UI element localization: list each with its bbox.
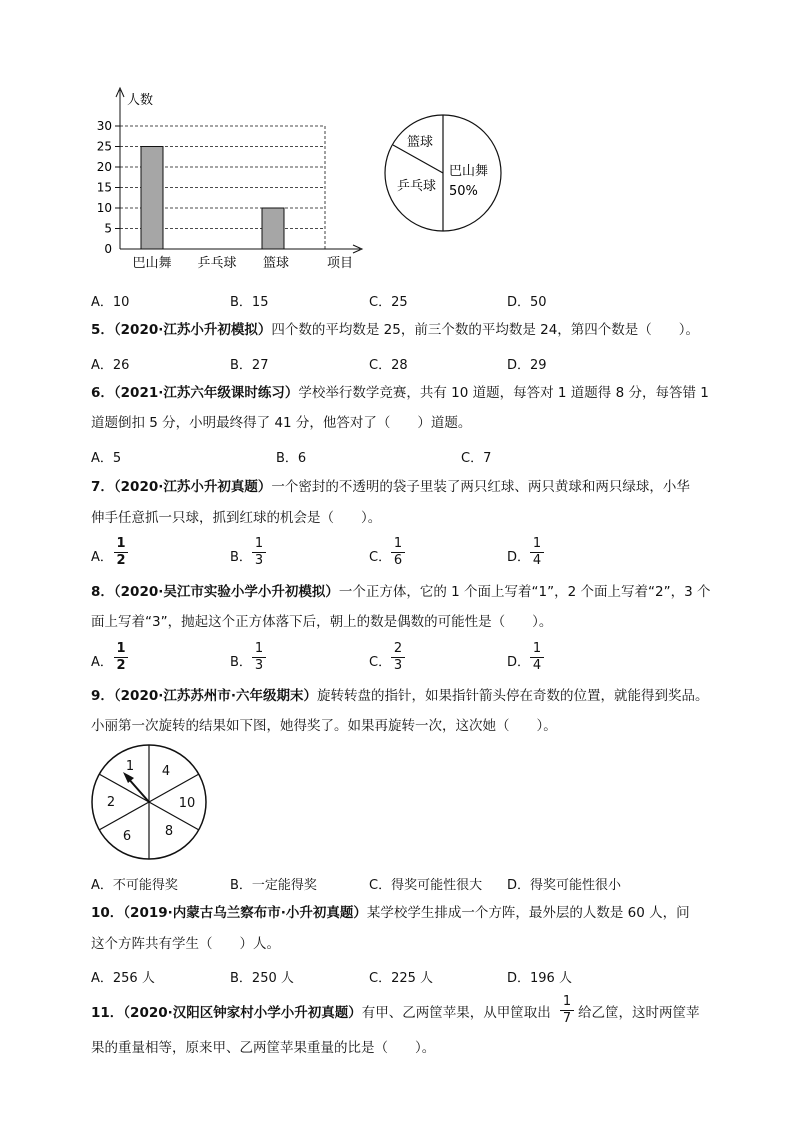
- q8-stem-line1: [91, 582, 710, 602]
- pie-label-lanqiu: 篮球: [407, 135, 434, 150]
- q7-stem-line1: [91, 477, 690, 497]
- q8-option-d-fraction[interactable]: 1 4: [530, 642, 544, 673]
- q6-option-c[interactable]: C．7: [461, 451, 492, 466]
- q8-option-a-fraction[interactable]: 1 2: [114, 642, 128, 673]
- q11-text-2: 果的重量相等，原来甲、乙两筐苹果重量的比是（ ）。: [91, 1040, 436, 1056]
- q10-option-d[interactable]: D．196 人: [507, 971, 572, 986]
- q9-option-a[interactable]: A．不可能得奖: [91, 878, 178, 893]
- bar-bashanwu: [141, 147, 163, 250]
- q8-option-c-label[interactable]: C．: [369, 655, 392, 670]
- spinner-sector-6: 6: [122, 829, 132, 844]
- q7-option-b-fraction[interactable]: 1 3: [252, 537, 266, 568]
- spinner-sector-10: 10: [178, 796, 196, 811]
- q4-option-a[interactable]: A．10: [91, 295, 130, 310]
- q5-stem: [91, 320, 699, 340]
- q5-option-c[interactable]: C．28: [369, 358, 408, 373]
- y-axis-label: 人数: [127, 93, 154, 108]
- pie-label-bashanwu: 巴山舞: [449, 164, 489, 179]
- q11-text-1b: 给乙筐，这时两筐苹: [578, 1005, 700, 1021]
- q8-option-b-fraction[interactable]: 1 3: [252, 642, 266, 673]
- q9-option-b[interactable]: B．一定能得奖: [230, 878, 317, 893]
- q11-fraction: 1 7: [560, 995, 574, 1026]
- x-axis-label: 项目: [326, 256, 354, 271]
- x-category-bashanwu: 巴山舞: [132, 256, 172, 271]
- q8-number: 8．: [91, 584, 114, 600]
- q4-option-c[interactable]: C．25: [369, 295, 408, 310]
- q8-option-b-label[interactable]: B．: [230, 655, 252, 670]
- q10-option-b[interactable]: B．250 人: [230, 971, 294, 986]
- q10-stem-line1: [91, 903, 690, 923]
- q8-option-a-label[interactable]: A．: [91, 655, 113, 670]
- q8-source: （2020·吴江市实验小学小升初模拟）: [113, 584, 339, 600]
- q7-option-d-label[interactable]: D．: [507, 550, 531, 565]
- q7-option-c-fraction[interactable]: 1 6: [391, 537, 405, 568]
- q5-option-a[interactable]: A．26: [91, 358, 130, 373]
- q8-text-1: 一个正方体，它的 1 个面上写着“1”，2 个面上写着“2”，3 个: [338, 584, 711, 600]
- q7-source: （2020·江苏小升初真题）: [113, 479, 272, 495]
- x-category-lanqiu: 篮球: [262, 256, 290, 271]
- q10-text-2: 这个方阵共有学生（ ）人。: [91, 936, 280, 952]
- q9-text-2: 小丽第一次旋转的结果如下图，她得奖了。如果再旋转一次，这次她（ ）。: [91, 718, 557, 734]
- spinner-sector-8: 8: [164, 824, 174, 839]
- spinner: [90, 744, 210, 864]
- q6-option-a[interactable]: A．5: [91, 451, 122, 466]
- pie-chart: [382, 112, 507, 237]
- spinner-pointer-arrow: [123, 772, 149, 802]
- spinner-sector-4: 4: [161, 764, 171, 779]
- q10-option-a[interactable]: A．256 人: [91, 971, 155, 986]
- q9-stem-line1: [91, 686, 709, 706]
- pie-label-percent: 50%: [449, 184, 478, 199]
- bar-lanqiu: [262, 208, 284, 249]
- y-tick-25: 25: [96, 139, 112, 154]
- q7-option-b-label[interactable]: B．: [230, 550, 252, 565]
- q9-source: （2020·江苏苏州市·六年级期末）: [113, 688, 317, 704]
- q8-option-c-fraction[interactable]: 2 3: [391, 642, 405, 673]
- q6-stem-line1: [91, 383, 709, 403]
- q5-option-d[interactable]: D．29: [507, 358, 547, 373]
- x-category-pingpang: 乒乓球: [197, 256, 237, 271]
- q9-number: 9．: [91, 688, 114, 704]
- q10-option-c[interactable]: C．225 人: [369, 971, 434, 986]
- q7-text-1: 一个密封的不透明的袋子里装了两只红球、两只黄球和两只绿球，小华: [271, 479, 690, 495]
- q6-number: 6．: [91, 385, 114, 401]
- q7-number: 7．: [91, 479, 114, 495]
- y-tick-15: 15: [96, 180, 112, 195]
- q5-text: 四个数的平均数是 25，前三个数的平均数是 24，第四个数是（ ）。: [271, 322, 700, 338]
- q10-text-1: 某学校学生排成一个方阵，最外层的人数是 60 人，问: [366, 905, 690, 921]
- q7-option-d-fraction[interactable]: 1 4: [530, 537, 544, 568]
- q5-source: （2020·江苏小升初模拟）: [113, 322, 272, 338]
- bar-chart: [95, 82, 375, 272]
- q9-option-d[interactable]: D．得奖可能性很小: [507, 878, 622, 893]
- q11-source: （2020·汉阳区钟家村小学小升初真题）: [123, 1005, 362, 1021]
- spinner-sector-2: 2: [106, 795, 116, 810]
- q11-stem-line1: [91, 1003, 551, 1023]
- q7-option-c-label[interactable]: C．: [369, 550, 392, 565]
- spinner-sector-1: 1: [125, 759, 135, 774]
- y-tick-5: 5: [104, 221, 112, 236]
- q11-text-1a: 有甲、乙两筐苹果，从甲筐取出: [361, 1005, 551, 1021]
- y-tick-0: 0: [104, 242, 112, 256]
- q6-text-1: 学校举行数学竞赛，共有 10 道题，每答对 1 道题得 8 分，每答错 1: [298, 385, 709, 401]
- q6-text-2: 道题倒扣 5 分，小明最终得了 41 分，他答对了（ ）道题。: [91, 415, 472, 431]
- q7-option-a-label[interactable]: A．: [91, 550, 113, 565]
- pie-label-pingpang: 乒乓球: [397, 179, 437, 194]
- q8-text-2: 面上写着“3”，抛起这个正方体落下后，朝上的数是偶数的可能性是（ ）。: [91, 614, 553, 630]
- q4-option-b[interactable]: B．15: [230, 295, 269, 310]
- q5-option-b[interactable]: B．27: [230, 358, 269, 373]
- q7-text-2: 伸手任意抓一只球，抓到红球的机会是（ ）。: [91, 510, 382, 526]
- q11-number: 11．: [91, 1005, 124, 1021]
- q6-source: （2021·江苏六年级课时练习）: [113, 385, 299, 401]
- y-tick-10: 10: [96, 201, 112, 215]
- y-tick-20: 20: [96, 160, 112, 174]
- q9-text-1: 旋转转盘的指针，如果指针箭头停在奇数的位置，就能得到奖品。: [317, 688, 709, 704]
- q6-option-b[interactable]: B．6: [276, 451, 307, 466]
- q4-option-d[interactable]: D．50: [507, 295, 547, 310]
- q8-option-d-label[interactable]: D．: [507, 655, 531, 670]
- q5-number: 5．: [91, 322, 114, 338]
- y-tick-30: 30: [96, 119, 112, 133]
- q10-source: （2019·内蒙古乌兰察布市·小升初真题）: [123, 905, 367, 921]
- q7-option-a-fraction[interactable]: 1 2: [114, 537, 128, 568]
- q10-number: 10．: [91, 905, 124, 921]
- q9-option-c[interactable]: C．得奖可能性很大: [369, 878, 483, 893]
